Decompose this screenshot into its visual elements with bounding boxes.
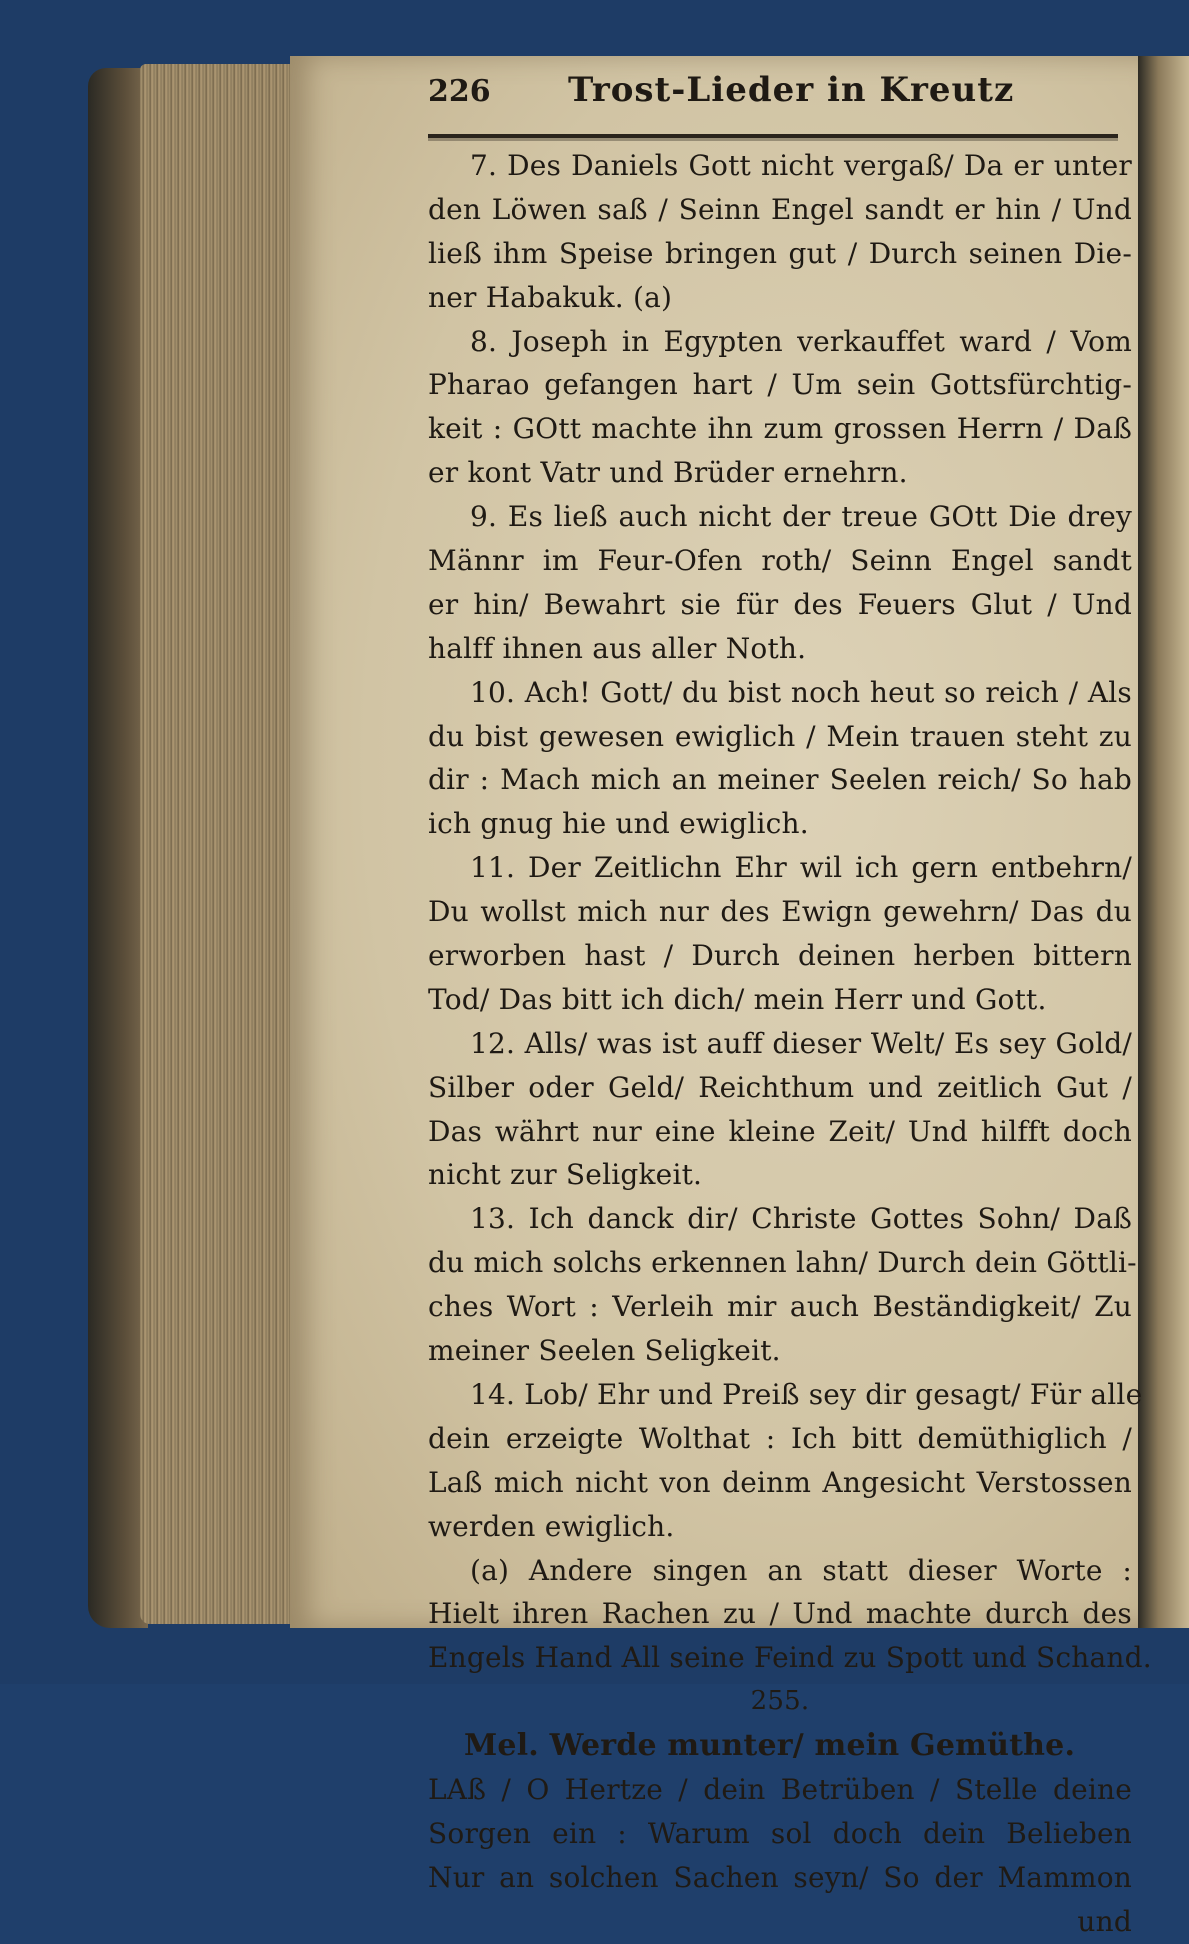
text-line: 9. Es ließ auch nicht der treue GOtt Die drey: [470, 500, 1132, 534]
text-line: ließ ihm Speise bringen gut / Durch seinen Die-: [428, 236, 1132, 270]
book-edge-shadow: [88, 68, 148, 1628]
hymn-number: 255.: [750, 1686, 810, 1717]
text-line: halff ihnen aus aller Noth.: [428, 631, 807, 665]
text-line: 13. Ich danck dir/ Christe Gottes Sohn/ Daß: [470, 1202, 1132, 1236]
text-line: LAß / O Hertze / dein Betrüben / Stelle deine: [428, 1772, 1132, 1806]
text-area: [428, 70, 1152, 1944]
page-stack-edges: [140, 64, 300, 1624]
melody-line: Mel. Werde munter/ mein Gemüthe.: [464, 1728, 1076, 1764]
text-line: Nur an solchen Sachen seyn/ So der Mammon: [428, 1860, 1132, 1894]
text-line: 7. Des Daniels Gott nicht vergaß/ Da er unter: [470, 149, 1132, 182]
header-rule: [428, 134, 1118, 138]
text-line: Tod/ Das bitt ich dich/ mein Herr und Gott.: [428, 982, 1047, 1016]
text-line: er hin/ Bewahrt sie für des Feuers Glut / Und: [428, 587, 1132, 621]
binding-gutter: [1138, 56, 1189, 1628]
text-line: Laß mich nicht von deinm Angesicht Verstossen: [428, 1465, 1132, 1499]
text-line: ches Wort : Verleih mir auch Beständigkeit/ Zu: [428, 1290, 1132, 1324]
body-text: [428, 144, 1152, 1944]
footnote-line: (a) Andere singen an statt dieser Worte :: [470, 1553, 1132, 1587]
text-line: erworben hast / Durch deinen herben bittern: [428, 939, 1132, 973]
catchword: und: [1077, 1904, 1132, 1938]
text-line: 8. Joseph in Egypten verkauffet ward / Vom: [470, 324, 1132, 358]
text-line: Pharao gefangen hart / Um sein Gottsfürchtig-: [428, 368, 1132, 402]
running-head: Trost-Lieder in Kreutz: [568, 70, 1015, 110]
text-line: Männr im Feur-Ofen roth/ Seinn Engel sandt: [428, 544, 1132, 578]
text-line: 12. Alls/ was ist auff dieser Welt/ Es sey Gold/: [470, 1026, 1132, 1060]
text-line: 10. Ach! Gott/ du bist noch heut so reich / Als: [470, 675, 1132, 709]
text-line: ich gnug hie und ewiglich.: [428, 807, 809, 841]
text-line: Silber oder Geld/ Reichthum und zeitlich Gut /: [428, 1070, 1132, 1104]
page-header: [428, 70, 1132, 134]
text-line: den Löwen saß / Seinn Engel sandt er hin / Und: [428, 192, 1132, 226]
text-line: Das währt nur eine kleine Zeit/ Und hilfft doch: [428, 1114, 1132, 1148]
text-line: 11. Der Zeitlichn Ehr wil ich gern entbehrn/: [470, 851, 1132, 885]
text-line: dir : Mach mich an meiner Seelen reich/ So hab: [428, 763, 1132, 797]
text-line: du bist gewesen ewiglich / Mein trauen steht zu: [428, 719, 1132, 753]
text-line: nicht zur Seligkeit.: [428, 1158, 703, 1192]
text-line: keit : GOtt machte ihn zum grossen Herrn / Daß: [428, 412, 1132, 446]
text-line: er kont Vatr und Brüder ernehrn.: [428, 456, 908, 490]
footnote-line: Engels Hand All seine Feind zu Spott und Schand.: [428, 1641, 1152, 1675]
text-line: du mich solchs erkennen lahn/ Durch dein Göttli-: [428, 1246, 1137, 1280]
text-line: dein erzeigte Wolthat : Ich bitt demüthiglich /: [428, 1421, 1132, 1455]
page-number: 226: [428, 74, 491, 109]
text-line: 14. Lob/ Ehr und Preiß sey dir gesagt/ Für alle: [470, 1377, 1143, 1411]
text-line: Du wollst mich nur des Ewign gewehrn/ Das du: [428, 895, 1132, 929]
text-line: meiner Seelen Seligkeit.: [428, 1334, 781, 1368]
text-line: Sorgen ein : Warum sol doch dein Belieben: [428, 1816, 1132, 1850]
footnote-line: Hielt ihren Rachen zu / Und machte durch des: [428, 1597, 1132, 1631]
text-line: ner Habakuk. (a): [428, 280, 673, 314]
text-line: werden ewiglich.: [428, 1509, 675, 1543]
